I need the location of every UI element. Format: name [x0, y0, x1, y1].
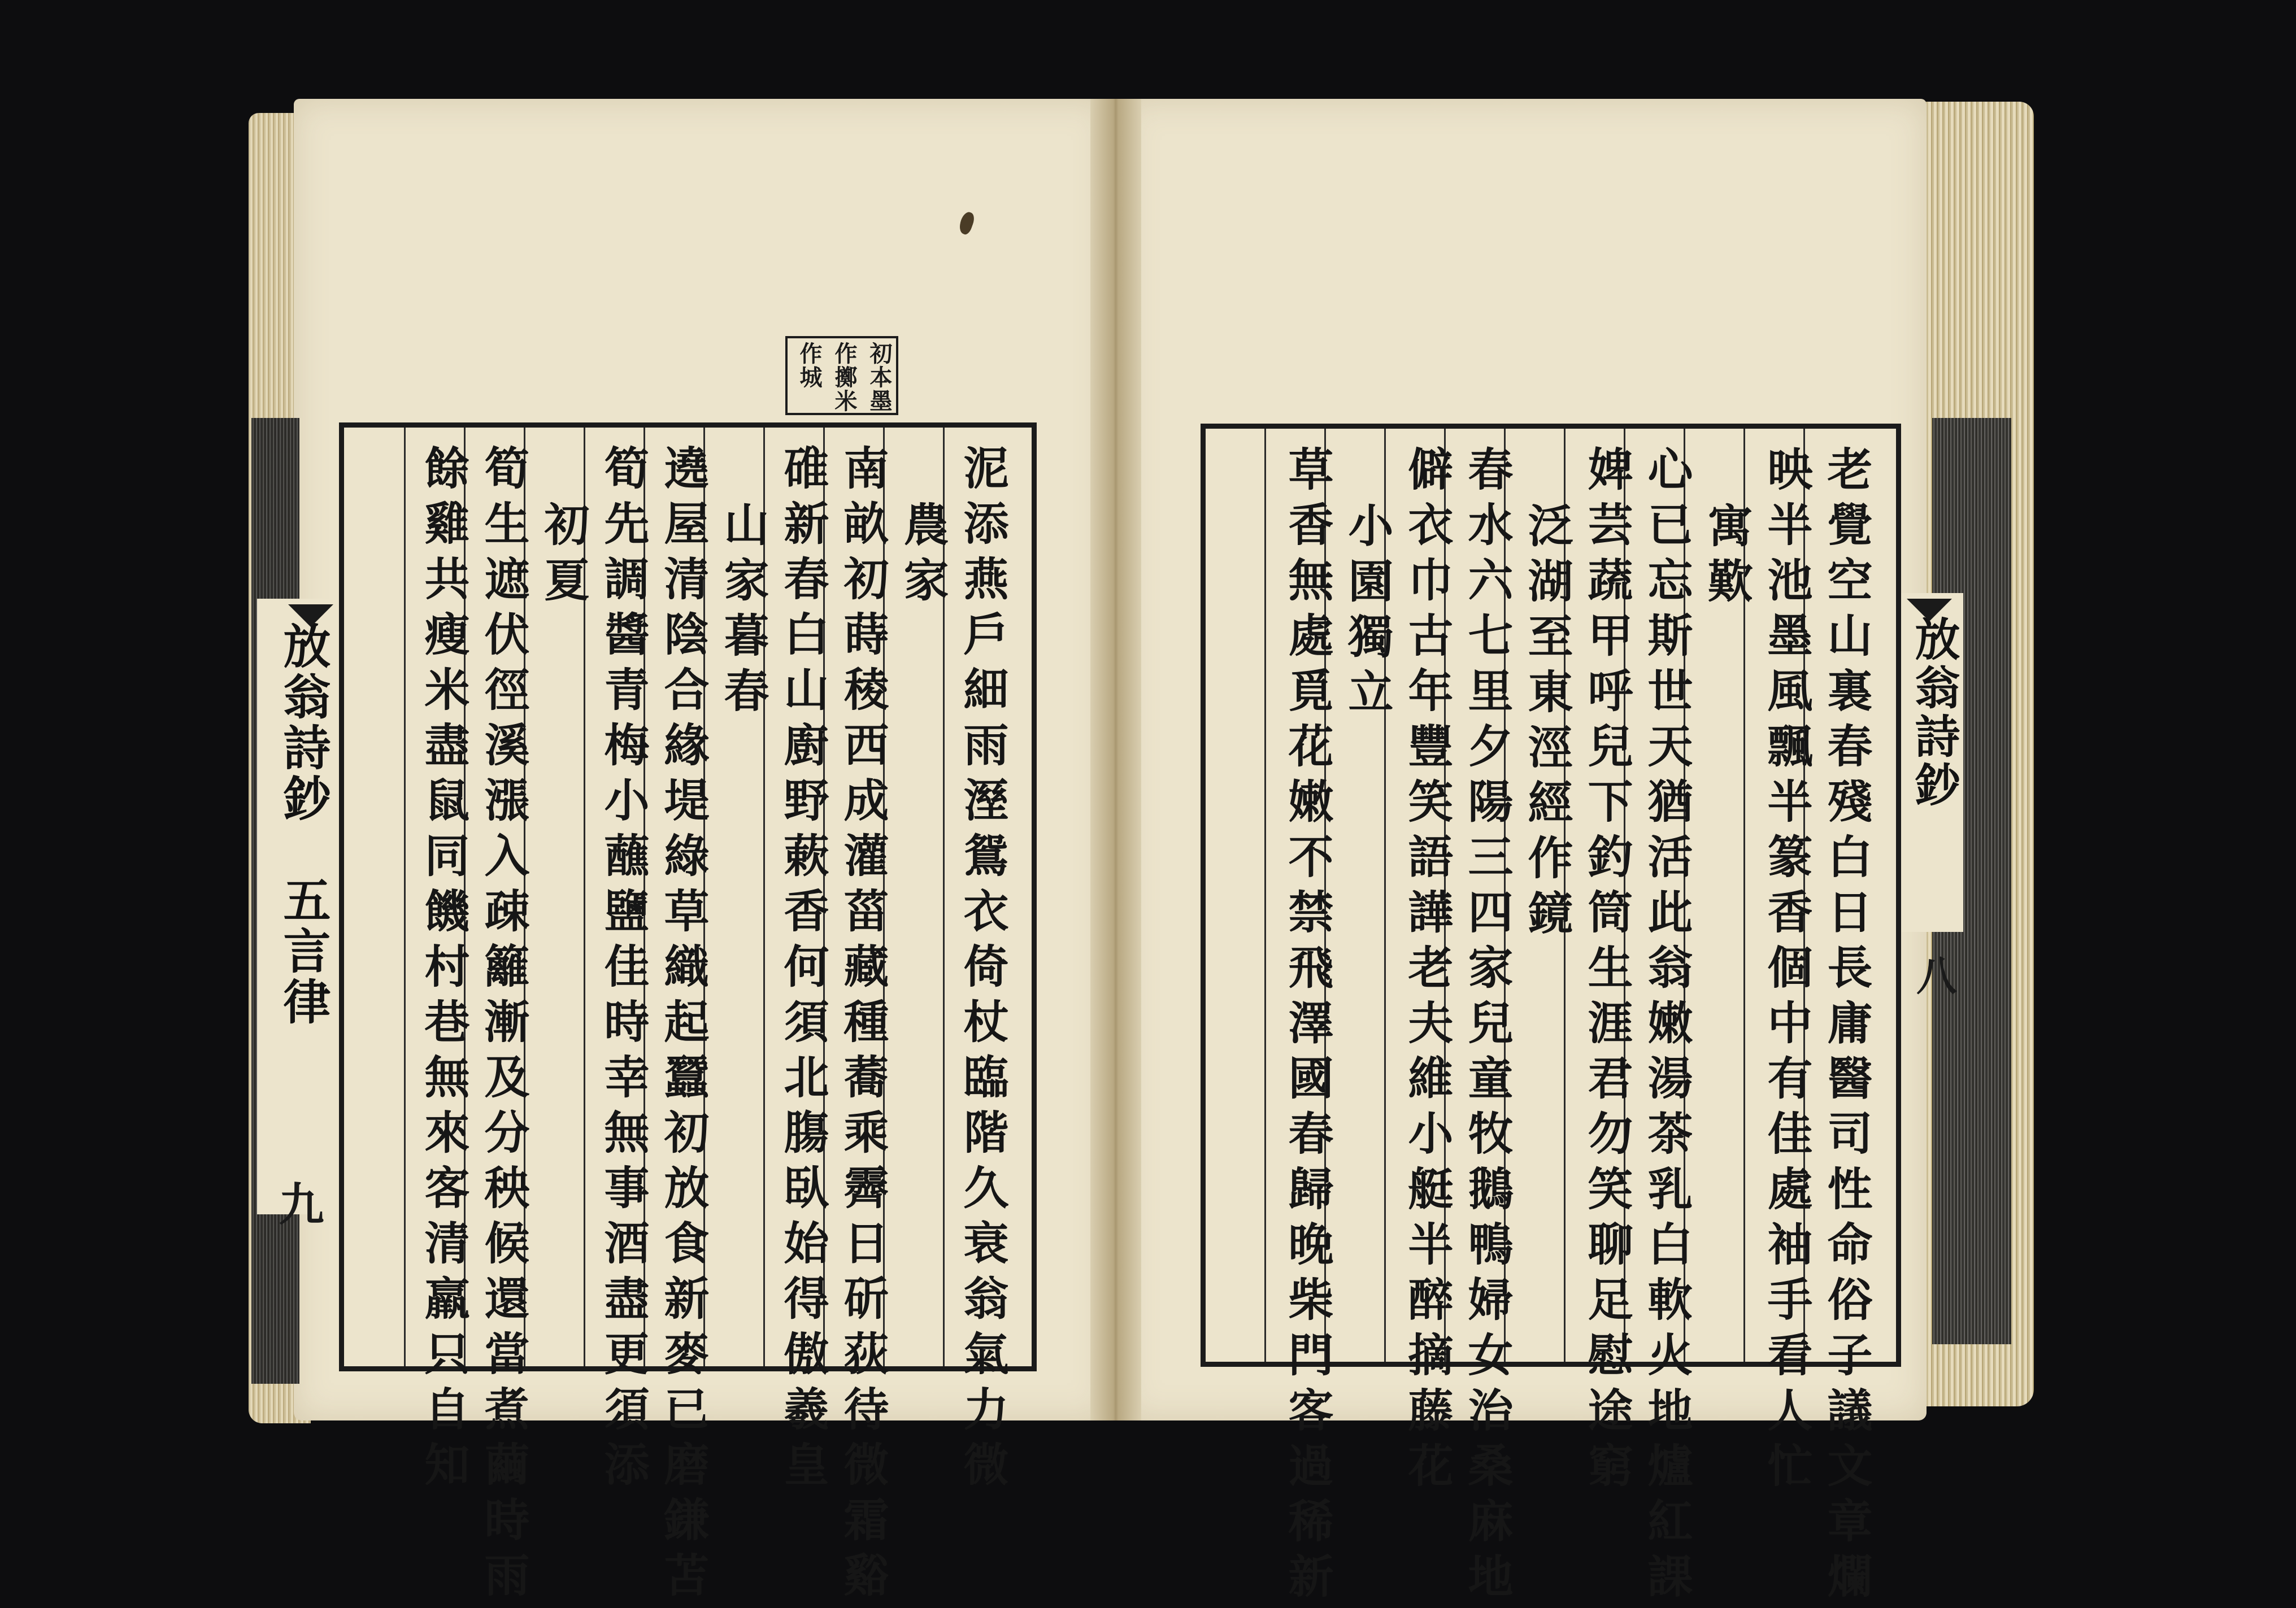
book-gutter	[1090, 99, 1141, 1420]
text-column: 映半池墨風飄半篆香個中有佳處袖手看人忙	[1760, 446, 1813, 1497]
fishtail-mark	[1907, 599, 1952, 621]
right-folio-number: 八	[1910, 955, 1958, 995]
right-text-frame	[1201, 424, 1901, 1608]
left-folio-number: 九	[271, 1180, 324, 1226]
poem-title: 小園獨立	[1341, 502, 1394, 724]
right-block-heart-title: 放翁詩鈔	[1901, 593, 1963, 932]
text-column: 草香無處覓花嫩不禁飛澤國春歸晚柴門客過稀新	[1281, 446, 1334, 1608]
text-column: 南畝初蒔稜西成灌菑藏種蕎乘霽日斫荻待微霜谿	[836, 445, 889, 1607]
text-column: 餘雞共瘦米盡鼠同饑村巷無來客清羸只自知	[417, 445, 470, 1496]
margin-note-col: 作擲米	[831, 342, 858, 413]
text-column: 老覺空山裏春殘白日長庸醫司性命俗子議文章爛	[1820, 446, 1873, 1608]
margin-note-col: 作城	[796, 342, 823, 389]
poem-title: 山家暮春	[716, 501, 769, 722]
text-column: 心已忘斯世天猶活此翁嫩湯茶乳白軟火地爐紅課	[1640, 446, 1693, 1608]
margin-note-col: 初本墨	[866, 342, 893, 413]
text-column: 春水六七里夕陽三四家兒童牧鵝鴨婦女治桑麻地	[1460, 446, 1514, 1608]
poem-title: 初夏	[537, 501, 590, 612]
left-block-heart-title: 放翁詩鈔 五言律	[257, 599, 339, 1214]
text-column: 泥添燕戶細雨溼鴛衣倚杖臨階久衰翁氣力微	[956, 445, 1009, 1496]
text-column: 遶屋清陰合緣堤綠草織起蠶初放食新麥已磨鎌苫	[656, 445, 710, 1607]
text-column: 碓新春白山廚野蔌香何須北膓臥始得傲羲皇	[776, 445, 829, 1496]
poem-title: 泛湖至東涇經作鏡	[1520, 502, 1573, 945]
left-text-frame	[339, 422, 1037, 1607]
margin-note-box	[785, 336, 898, 415]
poem-title: 農家	[896, 501, 949, 612]
fishtail-mark	[288, 604, 333, 627]
poem-title: 寓歎	[1700, 502, 1753, 613]
text-column: 僻衣巾古年豐笑語譁老夫維小艇半醉摘藤花	[1401, 446, 1454, 1497]
text-column: 筍生遮伏徑溪漲入疎籬漸及分秧候還當煮繭時雨	[477, 445, 530, 1607]
text-column: 筍先調醬青梅小蘸鹽佳時幸無事酒盡更須添	[597, 445, 650, 1496]
text-column: 婢芸蔬甲呼兒下釣筒生涯君勿笑聊足慰途窮	[1580, 446, 1633, 1497]
